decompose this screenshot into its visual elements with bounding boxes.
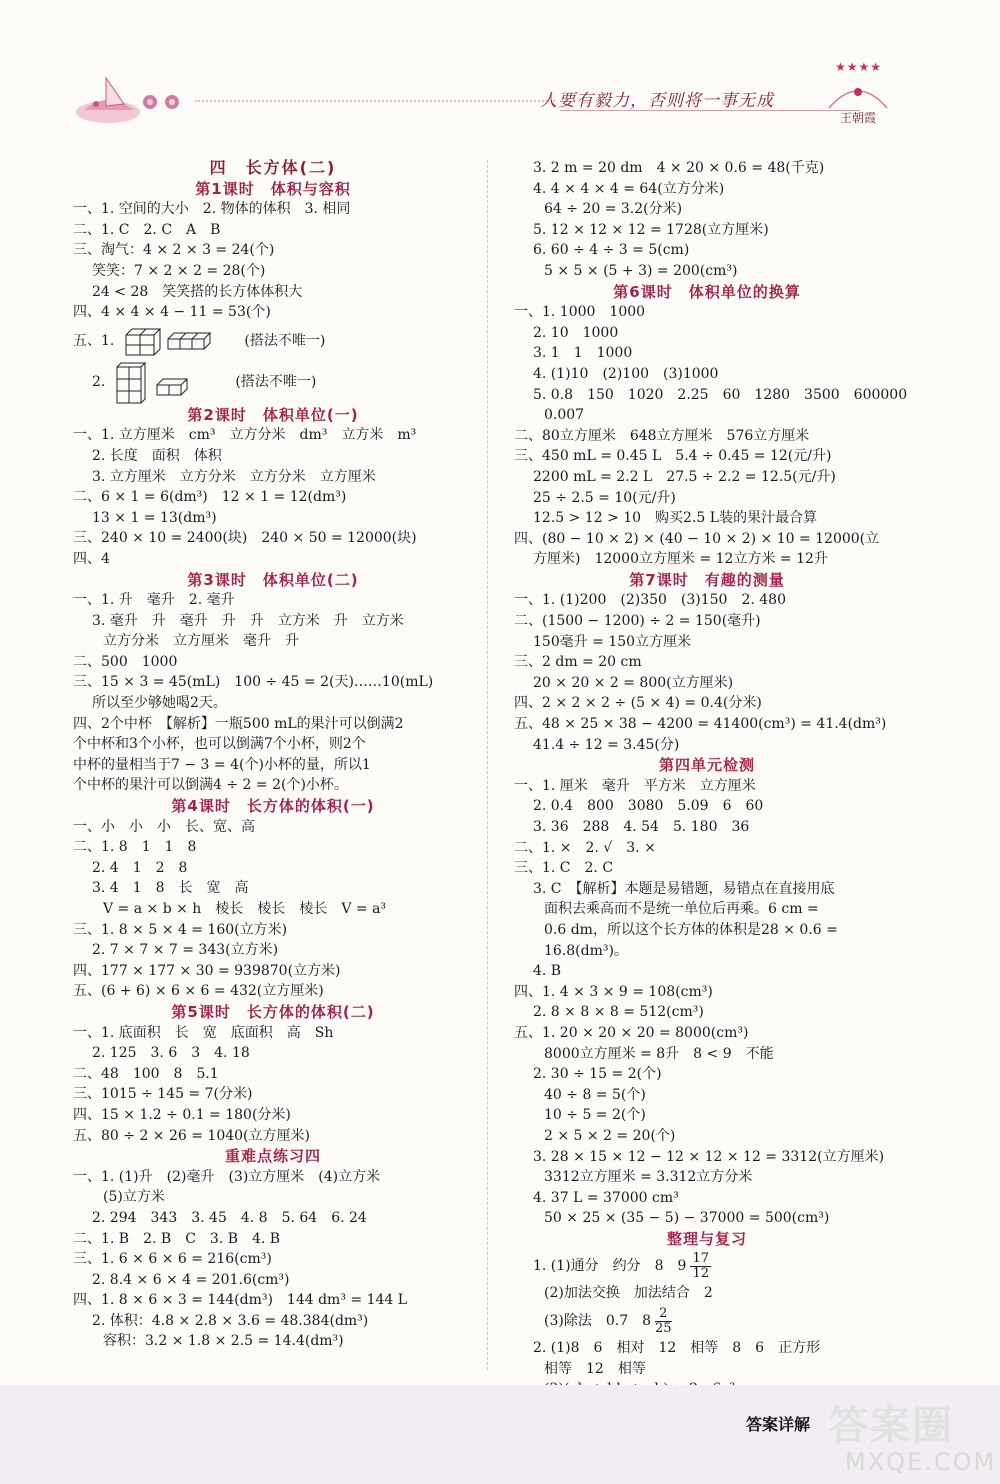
- answer-line: 四、177 × 177 × 30 = 939870(立方米): [73, 962, 341, 979]
- answer-line: 五、1. 20 × 20 × 20 = 8000(cm³): [514, 1024, 749, 1041]
- answer-line: 中杯的量相当于7 − 3 = 4(个)小杯的量，所以1: [73, 756, 371, 773]
- answer-line: 四、1. 4 × 3 × 9 = 108(cm³): [514, 983, 713, 1000]
- answer-line: 2. 4 1 2 8: [92, 859, 188, 876]
- answer-line: 2. 7 × 7 × 7 = 343(立方米): [92, 942, 279, 959]
- answer-line: 四、(80 − 10 × 2) × (40 − 10 × 2) × 10 = 12000(立: [514, 530, 880, 547]
- answer-line: 2. 体积：4.8 × 2.8 × 3.6 = 48.384(dm³): [92, 1312, 369, 1329]
- answer-line: 二、6 × 1 = 6(dm³) 12 × 1 = 12(dm³): [73, 489, 347, 506]
- answer-line: 三、1. C 2. C: [514, 860, 614, 877]
- answer-line: 四、4 × 4 × 4 − 11 = 53(个): [73, 304, 271, 321]
- flowers-decoration-icon: [140, 92, 190, 112]
- answer-line: 三、2 dm = 20 cm: [514, 654, 642, 671]
- answer-line: 一、小 小 小 长、宽、高: [73, 818, 255, 835]
- answer-line: 笑笑：7 × 2 × 2 = 28(个): [92, 262, 266, 279]
- answer-line: 二、1. 8 1 1 8: [73, 839, 197, 856]
- unit-test-title: 第四单元检测: [658, 756, 755, 775]
- answer-line: 一、1. 立方厘米 cm³ 立方分米 dm³ 立方米 m³: [73, 427, 417, 444]
- answer-line: 6. 60 ÷ 4 ÷ 3 = 5(cm): [533, 242, 690, 259]
- answer-line: 0.007: [544, 407, 585, 424]
- answer-line-fraction-1: [514, 1249, 900, 1283]
- answer-line: 一、1. 空间的大小 2. 物体的体积 3. 相同: [73, 201, 351, 218]
- answer-line: 三、240 × 10 = 2400(块) 240 × 50 = 12000(块): [73, 530, 417, 547]
- lesson5-title: 第5课时 长方体的体积(二): [171, 1002, 375, 1021]
- answer-line: 5 × 5 × (5 + 3) = 200(cm³): [544, 262, 738, 279]
- sailboat-logo-icon: [70, 70, 150, 126]
- answer-line: 四、4: [73, 550, 110, 567]
- answer-line: 10 ÷ 5 = 2(个): [544, 1107, 646, 1124]
- answer-line: 四、2个中杯 【解析】一瓶500 mL的果汁可以倒满2: [73, 715, 404, 732]
- answer-line: 2 × 5 × 2 = 20(个): [544, 1127, 676, 1144]
- answer-line: 三、15 × 3 = 45(mL) 100 ÷ 45 = 2(天)……10(mL): [73, 674, 434, 691]
- answer-line: 2. 8 × 8 × 8 = 512(cm³): [533, 1004, 704, 1021]
- answer-line: 0.6 dm，所以这个长方体的体积是28 × 0.6 =: [544, 921, 838, 938]
- answer-line: 四、1. 8 × 6 × 3 = 144(dm³) 144 dm³ = 144 L: [73, 1292, 408, 1309]
- answer-line: 三、450 mL = 0.45 L 5.4 ÷ 0.45 = 12(元/升): [514, 448, 832, 465]
- lesson6-title: 第6课时 体积单位的换算: [613, 282, 801, 301]
- answer-line: 二、500 1000: [73, 653, 178, 670]
- fraction-2-25: [655, 1307, 672, 1336]
- answer-line: 2. (1)8 6 相对 12 相等 8 6 正方形: [533, 1340, 821, 1357]
- answer-line: 3. 28 × 15 × 12 − 12 × 12 × 12 = 3312(立方厘米): [533, 1148, 885, 1165]
- answer-line: 四、2 × 2 × 2 ÷ (5 × 4) = 0.4(分米): [514, 695, 762, 712]
- answer-line: 3. 36 288 4. 54 5. 180 36: [533, 819, 750, 835]
- q5-note-1: (搭法不唯一): [244, 333, 326, 350]
- q5-note-2: (搭法不唯一): [235, 374, 317, 391]
- cube-stack-figure-b: [115, 361, 225, 405]
- answer-line: 150毫升 = 150立方厘米: [533, 633, 692, 650]
- review4-title: 重难点练习四: [224, 1147, 321, 1166]
- unit-title: 四 长方体(二): [209, 158, 337, 177]
- answer-line: 3. 4 1 8 长 宽 高: [92, 880, 249, 897]
- answer-line: 64 ÷ 20 = 3.2(分米): [544, 201, 683, 218]
- answer-line: 3. 2 m = 20 dm 4 × 20 × 0.6 = 48(千克): [533, 160, 825, 176]
- answer-line: 41.4 ÷ 12 = 3.45(分): [533, 736, 680, 753]
- answer-line: 一、1. 1000 1000: [514, 304, 646, 321]
- review-title: 整理与复习: [666, 1229, 747, 1248]
- answer-line: 16.8(dm³)。: [544, 942, 628, 959]
- answer-line: 13 × 1 = 13(dm³): [92, 509, 217, 526]
- answer-line: 2. 8.4 × 6 × 4 = 201.6(cm³): [92, 1271, 290, 1288]
- answer-line: 五、(6 + 6) × 6 × 6 = 432(立方厘米): [73, 983, 324, 1000]
- badge-emblem-icon: [825, 78, 891, 130]
- answer-line: 五、80 ÷ 2 × 26 = 1040(立方厘米): [73, 1127, 310, 1144]
- header-motto: 人要有毅力，否则将一事无成: [540, 91, 774, 111]
- fraction-denominator: 25: [655, 1320, 672, 1336]
- answer-line: 2. 长度 面积 体积: [92, 447, 222, 464]
- footer-label: 答案详解: [746, 1415, 811, 1434]
- answer-line: 25 ÷ 2.5 = 10(元/升): [533, 489, 676, 506]
- fraction-denominator: 12: [692, 1265, 709, 1281]
- header-underline: [560, 110, 860, 111]
- answer-line: 方厘米) 12000立方厘米 = 12立方米 = 12升: [533, 551, 828, 568]
- answer-line: 2200 mL = 2.2 L 27.5 ÷ 2.2 = 12.5(元/升): [533, 468, 836, 485]
- answer-line: 3. 立方厘米 立方分米 立方分米 立方厘米: [92, 468, 376, 485]
- column-divider: [487, 160, 488, 1370]
- answer-line: 4. 37 L = 37000 cm³: [533, 1189, 679, 1206]
- answer-line: 二、1. C 2. C A B: [73, 221, 221, 238]
- answer-line: 面积去乘高而不是统一单位后再乘。6 cm =: [544, 901, 819, 918]
- lesson3-title: 第3课时 体积单位(二): [187, 570, 359, 589]
- review-q1-part3: (3)除法 0.7 8: [544, 1312, 652, 1329]
- stars-icon: ★★★★: [835, 60, 883, 74]
- answer-line: 个中杯的果汁可以倒满4 ÷ 2 = 2(个)小杯。: [73, 777, 348, 794]
- badge-text: 王朝霞: [839, 111, 877, 125]
- answer-line: 三、1. 6 × 6 × 6 = 216(cm³): [73, 1251, 272, 1268]
- answer-line: 二、(1500 − 1200) ÷ 2 = 150(毫升): [514, 613, 761, 630]
- lesson2-title: 第2课时 体积单位(一): [187, 405, 359, 424]
- answer-line: 2. 0.4 800 3080 5.09 6 60: [533, 798, 764, 815]
- answer-line: 50 × 25 × (35 − 5) − 37000 = 500(cm³): [544, 1210, 830, 1227]
- watermark-url: MXQE.COM: [845, 1448, 997, 1476]
- answer-line: 2. 294 343 3. 45 4. 8 5. 64 6. 24: [92, 1209, 367, 1226]
- cube-stack-figure-a: [124, 327, 234, 357]
- answer-line: 4. B: [533, 963, 562, 980]
- fraction-numerator: 2: [655, 1307, 672, 1322]
- q5-label-2: 2.: [92, 374, 106, 391]
- answer-line: 一、1. (1)升 (2)毫升 (3)立方厘米 (4)立方米: [73, 1168, 381, 1185]
- watermark-logo: 答案圈: [828, 1403, 954, 1449]
- answer-line: 3. C 【解析】本题是易错题，易错点在直接用底: [533, 880, 835, 897]
- answer-line: 24 < 28 笑笑搭的长方体体积大: [92, 283, 303, 300]
- answer-line: 四、15 × 1.2 ÷ 0.1 = 180(分米): [73, 1106, 291, 1123]
- review-q1-part1: 1. (1)通分 约分 8 9: [533, 1258, 687, 1275]
- answer-line: 五、48 × 25 × 38 − 4200 = 41400(cm³) = 41.4(dm³): [514, 716, 887, 733]
- answer-line: (5)立方米: [103, 1189, 165, 1206]
- answer-line: 相等 12 相等: [544, 1360, 646, 1377]
- answer-line: 4. 4 × 4 × 4 = 64(立方分米): [533, 180, 725, 197]
- answer-line: 3312立方厘米 = 3.312立方分米: [544, 1169, 753, 1186]
- lesson7-title: 第7课时 有趣的测量: [629, 570, 785, 589]
- answer-line: 3. 毫升 升 毫升 升 升 立方米 升 立方米: [92, 612, 404, 629]
- q5-label: 五、1.: [73, 333, 115, 350]
- answer-line: 40 ÷ 8 = 5(个): [544, 1086, 646, 1103]
- answer-line: 立方分米 立方厘米 毫升 升: [103, 633, 299, 650]
- answer-line: 二、1. B 2. B C 3. B 4. B: [73, 1230, 281, 1247]
- answer-line: 二、48 100 8 5.1: [73, 1065, 219, 1082]
- fraction-numerator: 17: [692, 1250, 709, 1266]
- answer-line: 4. (1)10 (2)100 (3)1000: [533, 365, 719, 382]
- answer-line: 12.5 > 12 > 10 购买2.5 L装的果汁最合算: [533, 510, 818, 527]
- answer-line: V = a × b × h 棱长 棱长 棱长 V = a³: [103, 901, 387, 917]
- answer-line: 2. 10 1000: [533, 324, 619, 341]
- answer-line: 二、1. × 2. √ 3. ×: [514, 839, 656, 856]
- lesson1-title: 第1课时 体积与容积: [195, 179, 351, 198]
- answer-line: 容积：3.2 × 1.8 × 2.5 = 14.4(dm³): [103, 1333, 344, 1350]
- header-dotted-line: [195, 100, 555, 102]
- answer-line-fraction-2: [514, 1304, 900, 1338]
- answer-line: 一、1. 底面积 长 宽 底面积 高 Sh: [73, 1024, 334, 1041]
- answer-line: (2)加法交换 加法结合 2: [544, 1285, 713, 1302]
- answer-line: 所以至少够她喝2天。: [92, 695, 227, 712]
- answer-line: 5. 0.8 150 1020 2.25 60 1280 3500 600000: [533, 386, 908, 403]
- answer-line: 三、1015 ÷ 145 = 7(分米): [73, 1086, 253, 1103]
- answer-line: 3. 1 1 1000: [533, 345, 633, 362]
- answer-line: 20 × 20 × 2 = 800(立方厘米): [533, 674, 734, 691]
- answer-line: 2. 30 ÷ 15 = 2(个): [533, 1066, 662, 1083]
- answer-line: 一、1. 厘米 毫升 平方米 立方厘米: [514, 777, 756, 794]
- answer-line: 8000立方厘米 = 8升 8 < 9 不能: [544, 1045, 774, 1062]
- cube-figure-row-1: [73, 323, 473, 361]
- answer-line: 一、1. 升 毫升 2. 毫升: [73, 592, 235, 609]
- lesson4-title: 第4课时 长方体的体积(一): [171, 797, 375, 816]
- page-header: [0, 0, 1000, 150]
- answer-line: 个中杯和3个小杯，也可以倒满7个小杯，则2个: [73, 736, 366, 753]
- fraction-17-12: [690, 1252, 711, 1281]
- answer-line: 二、80立方厘米 648立方厘米 576立方厘米: [514, 427, 810, 444]
- answer-line: 三、1. 8 × 5 × 4 = 160(立方米): [73, 921, 288, 938]
- answer-line: 5. 12 × 12 × 12 = 1728(立方厘米): [533, 221, 769, 238]
- answer-line: 一、1. (1)200 (2)350 (3)150 2. 480: [514, 592, 786, 609]
- cube-figure-row-2: [73, 361, 473, 405]
- answer-line: 三、淘气：4 × 2 × 3 = 24(个): [73, 242, 275, 259]
- left-column: [73, 158, 473, 1352]
- answer-line: 2. 125 3. 6 3 4. 18: [92, 1045, 250, 1062]
